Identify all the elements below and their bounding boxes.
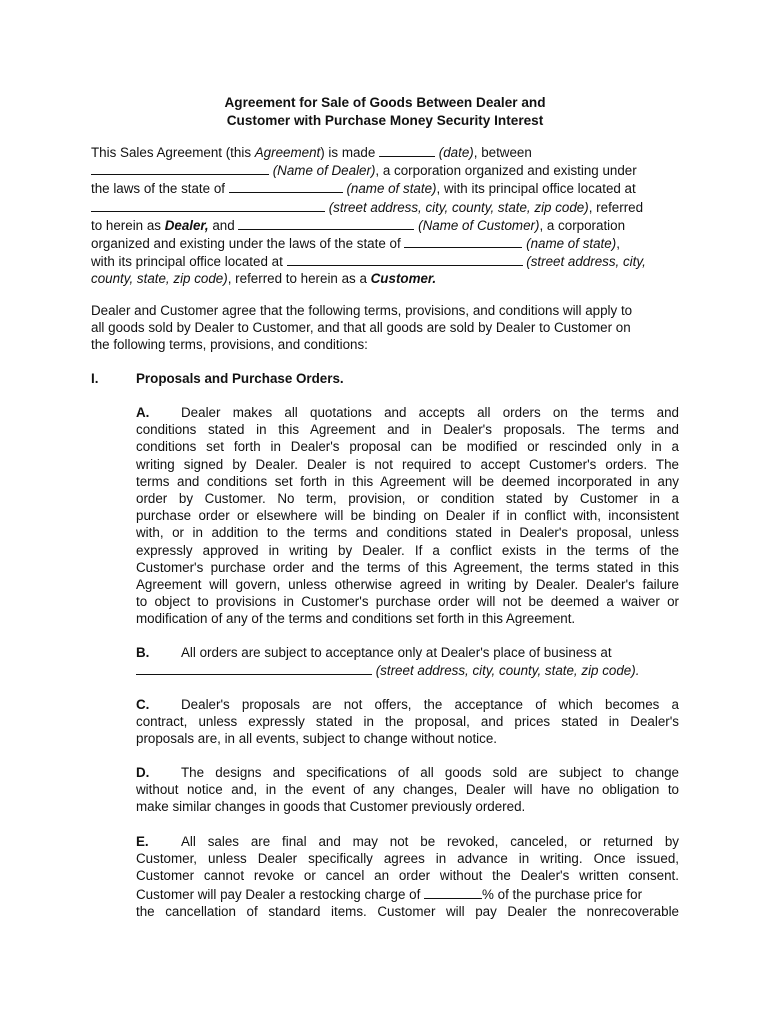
agreement-line: Dealer and Customer agree that the following terms, provisions, and conditions will apply to <box>91 303 633 318</box>
intro-text: This Sales Agreement (this <box>91 145 255 160</box>
clause-a-line: terms and conditions set forth in this Agreement will be deemed incorporated in any <box>136 473 679 489</box>
clause-letter: E. <box>136 834 149 849</box>
clause-letter: C. <box>136 697 150 712</box>
clause-b <box>136 644 679 679</box>
intro-line-3 <box>91 179 687 197</box>
clause-a-line: conditions set forth in Dealer's proposal can be modified or rescinded only in a <box>136 439 679 455</box>
clause-d <box>136 764 679 816</box>
intro-line-7 <box>91 252 687 270</box>
clause-text: Dealer makes all quotations and accepts all orders on the terms and <box>181 405 679 420</box>
dealer-address-blank[interactable] <box>91 198 325 212</box>
clause-d-line: without notice and, in the event of any changes, Dealer will have no obligation to <box>136 782 679 798</box>
intro-line-1 <box>91 143 687 161</box>
intro-text: to herein as <box>91 217 165 233</box>
title-line-2: Customer with Purchase Money Security Interest <box>226 112 544 128</box>
clause-letter: A. <box>136 405 150 420</box>
intro-text: organized and existing under the laws of the state of <box>91 236 405 252</box>
section-number: I. <box>91 371 99 386</box>
clause-a-line: modification of any of the terms and conditions set forth in this Agreement. <box>136 611 576 627</box>
intro-line-8 <box>91 270 687 287</box>
clause-c-line <box>136 696 679 713</box>
date-hint: (date) <box>435 145 474 160</box>
customer-state-hint: (name of state) <box>522 236 617 252</box>
dealer-term: Dealer, <box>164 217 209 233</box>
address-hint: (street address, city, county, state, zip code). <box>372 663 640 679</box>
clause-text: Dealer's proposals are not offers, the acceptance of which becomes a <box>181 697 679 712</box>
clause-c-line: contract, unless expressly stated in the proposal, and prices stated in Dealer's <box>136 714 679 730</box>
dealer-name-hint: (Name of Dealer) <box>269 163 376 179</box>
clause-text: The designs and specifications of all goods sold are subject to change <box>181 765 679 780</box>
clause-e-line: the cancellation of standard items. Customer will pay Dealer the nonrecoverable <box>136 903 679 919</box>
dealer-state-hint: (name of state) <box>342 181 437 197</box>
restocking-percent-blank[interactable] <box>424 885 482 899</box>
clause-d-line: make similar changes in goods that Customer previously ordered. <box>136 799 526 815</box>
clause-d-line <box>136 764 679 781</box>
title-line-1: Agreement for Sale of Goods Between Dealer and <box>224 95 546 110</box>
clause-a-line: with, or in addition to the terms and conditions stated in Dealer's proposal, unless <box>136 525 679 541</box>
clause-text: All orders are subject to acceptance only at Dealer's place of business at <box>181 645 612 660</box>
customer-address-blank[interactable] <box>287 252 523 266</box>
customer-address-hint: county, state, zip code) <box>91 271 228 287</box>
clause-a-line: expressly approved in writing by Dealer. If a conflict exists in the terms of the <box>136 542 679 558</box>
intro-text: , with its principal office located at <box>436 181 636 197</box>
agreement-term: Agreement <box>254 145 321 160</box>
intro-line-2 <box>91 161 687 179</box>
clause-a-line: order by Customer. No term, provision, or condition stated by Customer in a <box>136 491 679 507</box>
intro-text: , a corporation <box>539 217 626 233</box>
date-blank[interactable] <box>379 143 435 157</box>
customer-state-blank[interactable] <box>404 234 522 248</box>
clause-a-line: to object to provisions in Customer's purchase order will not be deemed a waiver or <box>136 594 679 610</box>
clause-text: All sales are final and may not be revoked, canceled, or returned by <box>181 834 679 849</box>
clause-e-line <box>136 833 679 850</box>
clause-e-line: Customer, unless Dealer specifically agrees in advance in writing. Once issued, <box>136 851 679 867</box>
intro-text: , a corporation organized and existing under <box>375 163 637 179</box>
section-title: Proposals and Purchase Orders. <box>136 371 344 386</box>
intro-line-5 <box>91 216 687 234</box>
clause-letter: B. <box>136 645 150 660</box>
clause-e-line <box>136 885 679 903</box>
clause-a-line: Agreement will govern, unless otherwise agreed in writing by Dealer. Dealer's failure <box>136 577 679 593</box>
agreement-paragraph <box>91 302 687 354</box>
place-of-business-blank[interactable] <box>136 661 372 675</box>
dealer-address-hint: (street address, city, county, state, zip code) <box>325 199 589 215</box>
dealer-state-blank[interactable] <box>229 179 343 193</box>
intro-text: , <box>616 236 620 252</box>
customer-address-hint: (street address, city, <box>522 254 646 270</box>
intro-text: ) is made <box>320 145 380 160</box>
customer-name-blank[interactable] <box>238 216 414 230</box>
intro-text: , between <box>473 145 532 160</box>
clause-letter: D. <box>136 765 150 780</box>
clause-e-line: Customer cannot revoke or cancel an order without the Dealer's written consent. <box>136 868 679 884</box>
clause-b-line <box>136 644 679 661</box>
intro-text: the laws of the state of <box>91 181 229 197</box>
clause-e <box>136 833 679 920</box>
clause-a-line: writing signed by Dealer. Dealer is not required to accept Customer's orders. The <box>136 456 679 472</box>
intro-line-6 <box>91 234 687 252</box>
clause-text: % of the purchase price for <box>482 886 643 902</box>
intro-line-4 <box>91 198 687 216</box>
clause-a-line: conditions stated in this Agreement and in Dealer's proposals. The terms and <box>136 422 679 438</box>
clause-text: Customer will pay Dealer a restocking charge of <box>136 886 425 902</box>
dealer-name-blank[interactable] <box>91 161 269 175</box>
document-title <box>0 94 770 129</box>
intro-text: , referred <box>588 199 644 215</box>
customer-name-hint: (Name of Customer) <box>414 217 540 233</box>
clause-c <box>136 696 679 748</box>
clause-b-line <box>136 661 679 679</box>
intro-text: , referred to herein as a <box>227 271 371 287</box>
clause-c-line: proposals are, in all events, subject to change without notice. <box>136 731 498 747</box>
clause-a-line <box>136 404 679 421</box>
clause-a-line: purchase order or elsewhere will be binding on Dealer if in conflict with, inconsistent <box>136 508 679 524</box>
clause-a-line: Customer's purchase order and the terms of this Agreement, the terms stated in this <box>136 559 679 575</box>
clause-a <box>136 404 679 628</box>
intro-text: with its principal office located at <box>91 254 287 270</box>
agreement-line: all goods sold by Dealer to Customer, and that all goods are sold by Dealer to Customer on <box>91 320 631 336</box>
agreement-line: the following terms, provisions, and conditions: <box>91 337 368 353</box>
intro-text: and <box>208 217 239 233</box>
intro-paragraph <box>91 143 687 288</box>
customer-term: Customer. <box>370 271 437 287</box>
